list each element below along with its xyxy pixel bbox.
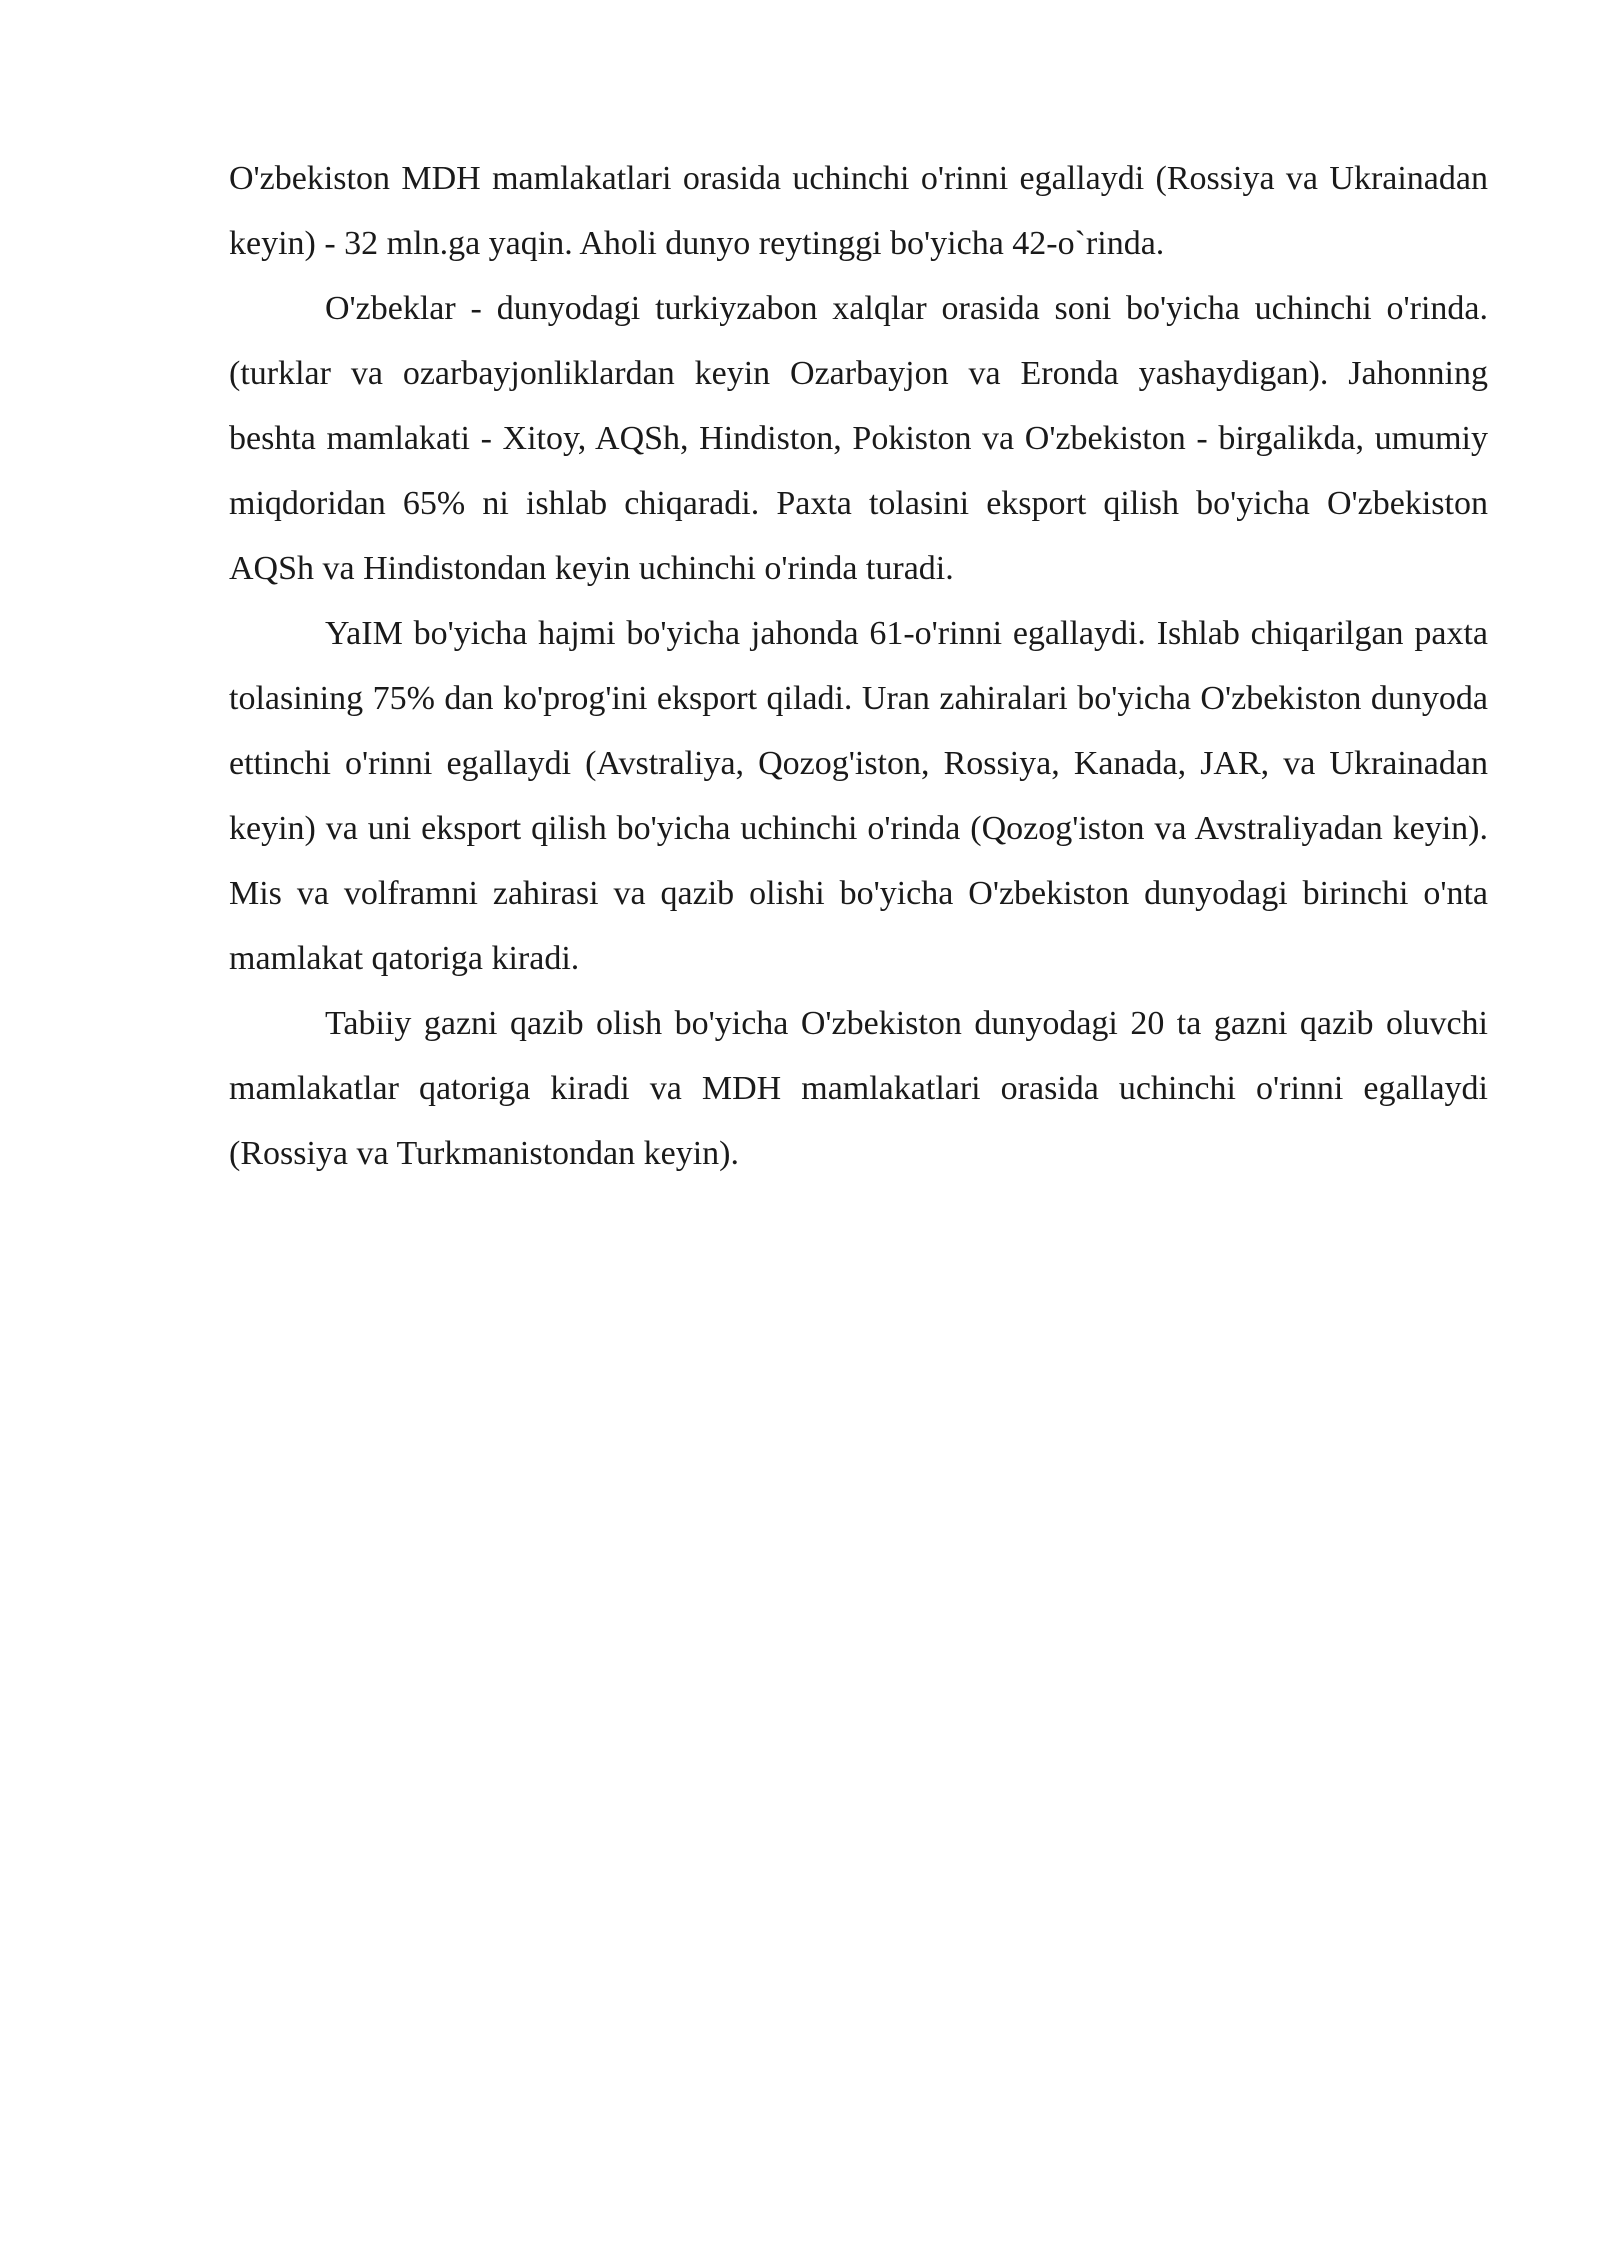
paragraph-1: O'zbekiston MDH mamlakatlari orasida uchinchi o'rinni egallaydi (Rossiya va Ukrainadan keyin) - 32 mln.ga yaqin. Aholi dunyo reytinggi bo'yicha 42-o`rinda.: [229, 160, 1488, 262]
paragraph-2: O'zbeklar - dunyodagi turkiyzabon xalqlar orasida soni bo'yicha uchinchi o'rinda. (turklar va ozarbayjonliklardan keyin Ozarbayjon va Eronda yashaydigan). Jahonning beshta mamlakati - Xitoy, AQSh, Hindiston, Pokiston va O'zbekiston - birgalikda, umumiy miqdoridan 65% ni ishlab chiqaradi. Paxta tolasini eksport qilish bo'yicha O'zbekiston AQSh va Hindistondan keyin uchinchi o'rinda turadi.: [229, 290, 1488, 587]
document-body: [229, 146, 1488, 1186]
paragraph-4: Tabiiy gazni qazib olish bo'yicha O'zbekiston dunyodagi 20 ta gazni qazib oluvchi mamlakatlar qatoriga kiradi va MDH mamlakatlari orasida uchinchi o'rinni egallaydi (Rossiya va Turkmanistondan keyin).: [229, 1005, 1488, 1172]
paragraph-3: YaIM bo'yicha hajmi bo'yicha jahonda 61-o'rinni egallaydi. Ishlab chiqarilgan paxta tolasining 75% dan ko'prog'ini eksport qiladi. Uran zahiralari bo'yicha O'zbekiston dunyoda ettinchi o'rinni egallaydi (Avstraliya, Qozog'iston, Rossiya, Kanada, JAR, va Ukrainadan keyin) va uni eksport qilish bo'yicha uchinchi o'rinda (Qozog'iston va Avstraliyadan keyin). Mis va volframni zahirasi va qazib olishi bo'yicha O'zbekiston dunyodagi birinchi o'nta mamlakat qatoriga kiradi.: [229, 615, 1488, 977]
